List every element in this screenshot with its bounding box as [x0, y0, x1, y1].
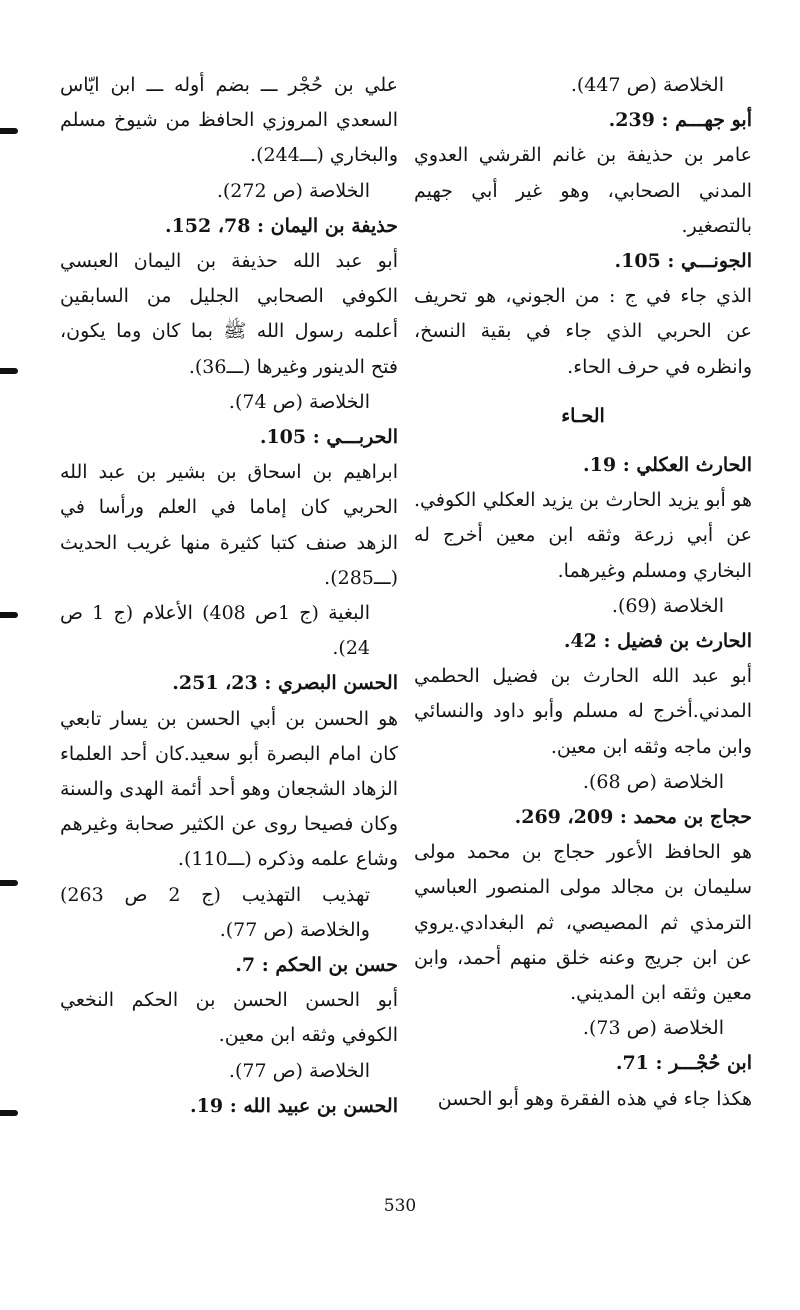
entry-heading: أبو جهـــم : 239.: [608, 109, 752, 132]
entry-body: أبو عبد الله حذيفة بن اليمان العبسي الكوفي الصحابي الجليل من السابقين أعلمه رسول الله ﷺ بما كان وما يكون، فتح الدينور وغيرها (ـــ36).: [60, 250, 398, 378]
entry-heading: حجاج بن محمد : 209، 269.: [514, 806, 752, 829]
entry-body: هو الحسن بن أبي الحسن بن يسار تابعي كان امام البصرة أبو سعيد.كان أحد العلماء الزهاد الشجعان وهو أحد أئمة الهدى والسنة وكان فصيحا روى عن الكثير صحابة وغيرهم وشاع علمه وذكره (ـــ110).: [60, 707, 398, 871]
entry-heading: الحارث العكلي : 19.: [583, 454, 752, 477]
binding-mark: [0, 612, 18, 618]
entry-body: عامر بن حذيفة بن غانم القرشي العدوي المدني الصحابي، وهو غير أبي جهيم بالتصغير.: [414, 144, 752, 237]
entry-heading: حذيفة بن اليمان : 78، 152.: [164, 214, 398, 237]
right-column: [414, 68, 752, 1117]
entry-heading: ابن حُجْـــر : 71.: [615, 1052, 752, 1075]
source-reference: تهذيب التهذيب (ج 2 ص 263) والخلاصة (ص 77).: [60, 883, 370, 941]
section-letter-heading: الحـاء: [561, 404, 605, 427]
left-column: [60, 68, 398, 1124]
source-reference: الخلاصة (ص 68).: [582, 770, 724, 793]
entry-body: علي بن حُجْر ـــ بضم أوله ـــ ابن ايّاس السعدي المروزي الحافظ من شيوخ مسلم والبخاري (ـــ244).: [60, 74, 398, 167]
entry-body: ابراهيم بن اسحاق بن بشير بن عبد الله الحربي كان إماما في العلم ورأسا في الزهد صنف كتبا كثيرة منها غريب الحديث (ـــ285).: [60, 461, 398, 589]
source-reference: البغية (ج 1ص 408) الأعلام (ج 1 ص 24).: [60, 602, 370, 660]
source-reference: الخلاصة (ص 74).: [228, 390, 370, 413]
source-reference: الخلاصة (69).: [611, 594, 724, 617]
entry-body: هو الحافظ الأعور حجاج بن محمد مولى سليمان بن مجالد مولى المنصور العباسي الترمذي ثم المصيصي، ثم البغدادي.يروي عن ابن جريج وعنه خلق منهم أحمد، وابن معين وثقه ابن المديني.: [414, 841, 752, 1005]
entry-body: أبو عبد الله الحارث بن فضيل الحطمي المدني.أخرج له مسلم وأبو داود والنسائي وابن ماجه وثقه ابن معين.: [414, 665, 752, 758]
entry-heading: حسن بن الحكم : 7.: [235, 954, 398, 977]
entry-heading: الحربـــي : 105.: [259, 426, 398, 449]
binding-mark: [0, 368, 18, 374]
entry-body: الذي جاء في ج : من الجوني، هو تحريف عن الحربي الذي جاء في بقية النسخ، وانظره في حرف الحاء.: [414, 285, 752, 378]
entry-body: هو أبو يزيد الحارث بن يزيد العكلي الكوفي. عن أبي زرعة وثقه ابن معين أخرج له البخاري ومسلم وغيرهما.: [414, 489, 752, 582]
entry-heading: الجونـــي : 105.: [614, 250, 752, 273]
source-reference: الخلاصة (ص 77).: [228, 1059, 370, 1082]
entry-heading: الحسن بن عبيد الله : 19.: [190, 1094, 398, 1117]
binding-mark: [0, 128, 18, 134]
source-reference: الخلاصة (ص 73).: [582, 1017, 724, 1040]
source-reference: الخلاصة (ص 272).: [216, 179, 370, 202]
entry-body: أبو الحسن الحسن بن الحكم النخعي الكوفي وثقه ابن معين.: [60, 989, 398, 1047]
entry-heading: الحارث بن فضيل : 42.: [563, 630, 752, 653]
entry-body: هكذا جاء في هذه الفقرة وهو أبو الحسن: [437, 1087, 752, 1110]
page-number: 530: [383, 1196, 417, 1216]
source-reference: الخلاصة (ص 447).: [570, 74, 724, 96]
binding-mark: [0, 1110, 18, 1116]
entry-heading: الحسن البصري : 23، 251.: [172, 672, 398, 695]
binding-mark: [0, 880, 18, 886]
